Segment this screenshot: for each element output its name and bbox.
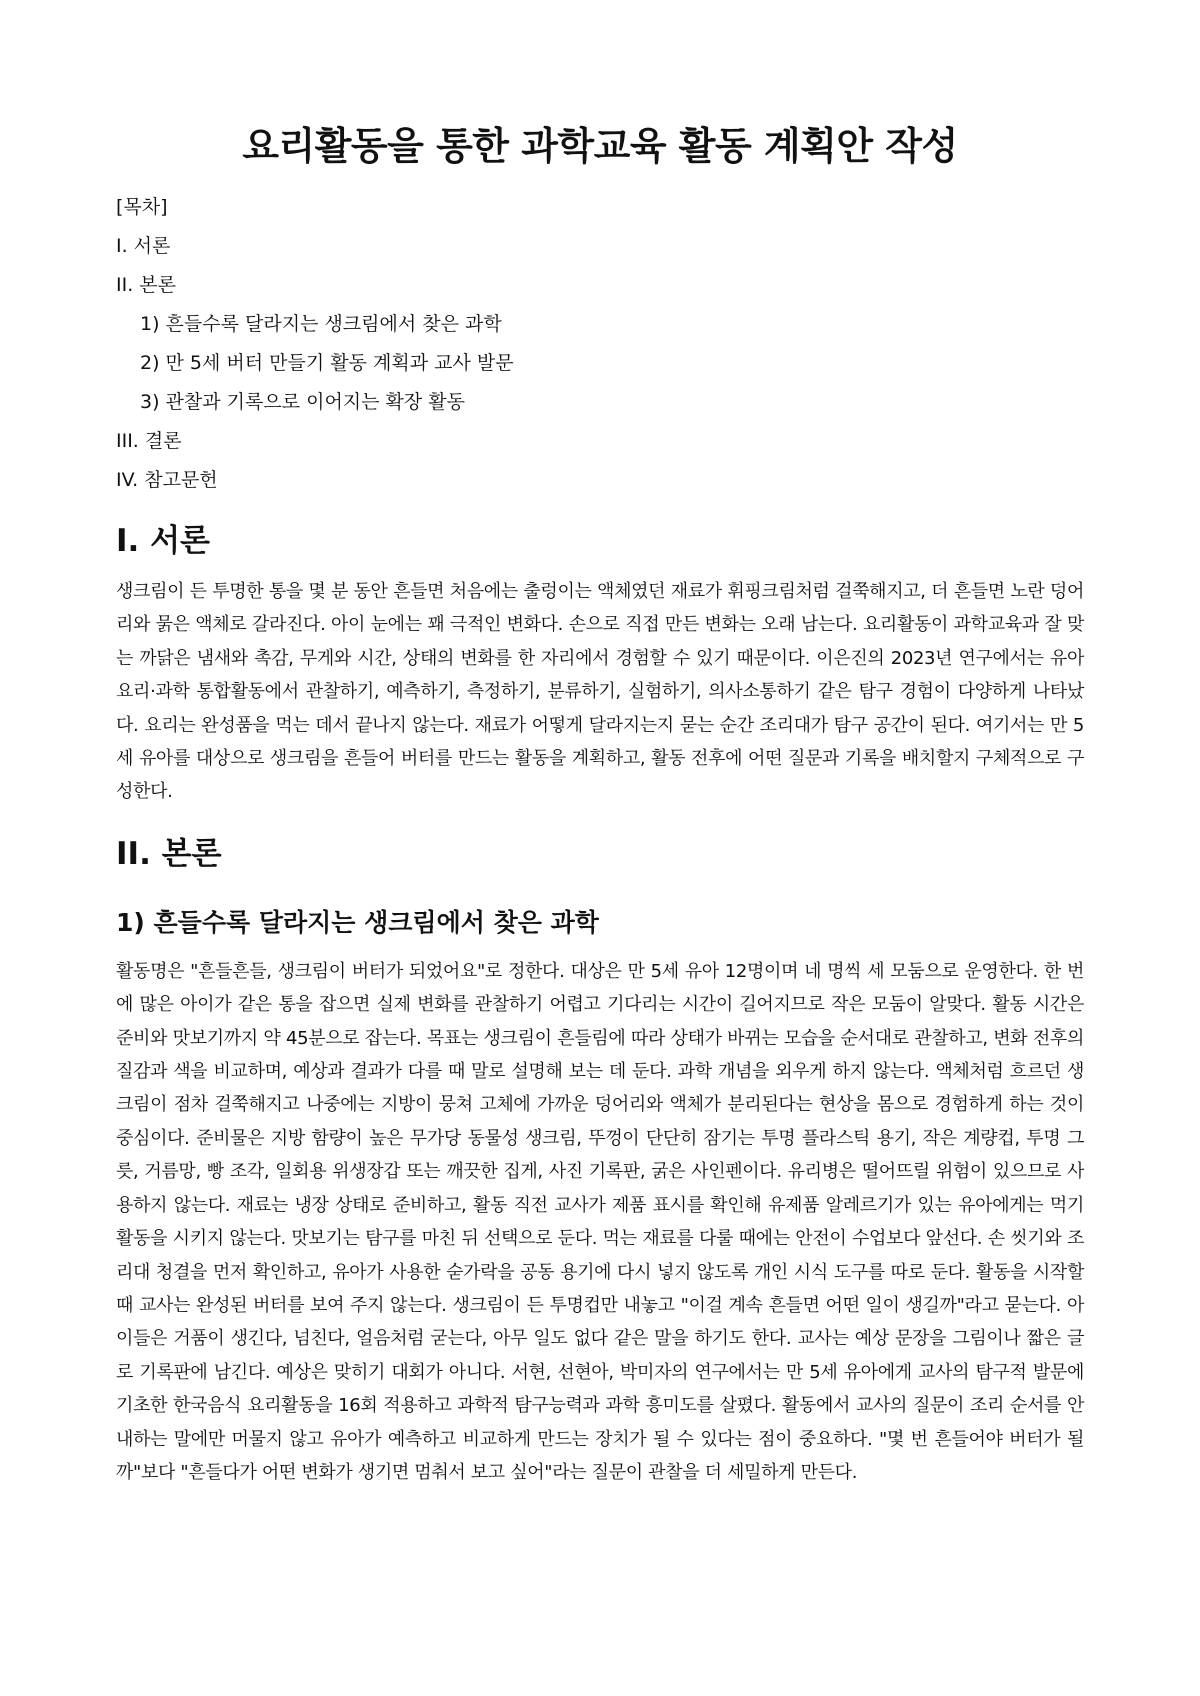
toc-item-introduction: I. 서론 <box>116 235 171 257</box>
toc-subitem-3: 3) 관찰과 기록으로 이어지는 확장 활동 <box>140 391 466 413</box>
toc-item-conclusion: III. 결론 <box>116 430 182 452</box>
toc-item-main-body: II. 본론 <box>116 274 176 296</box>
subsection-heading-1: 1) 흔들수록 달라지는 생크림에서 찾은 과학 <box>116 907 599 937</box>
table-of-contents <box>116 188 1084 500</box>
toc-subitem-1: 1) 흔들수록 달라지는 생크림에서 찾은 과학 <box>140 313 502 335</box>
toc-item-references: IV. 참고문헌 <box>116 469 218 491</box>
section-heading-introduction: I. 서론 <box>116 523 210 559</box>
toc-heading: [목차] <box>116 196 168 218</box>
introduction-paragraph: 생크림이 든 투명한 통을 몇 분 동안 흔들면 처음에는 출렁이는 액체였던 재료가 휘핑크림처럼 걸쭉해지고, 더 흔들면 노란 덩어리와 묽은 액체로 갈라진다. 아이 눈에는 꽤 극적인 변화다. 손으로 직접 만든 변화는 오래 남는다. 요리활동이 과학교육과 잘 맞는 까닭은 냄새와 촉감, 무게와 시간, 상태의 변화를 한 자리에서 경험할 수 있기 때문이다. 이은진의 2023년 연구에서는 유아 요리·과학 통합활동에서 관찰하기, 예측하기, 측정하기, 분류하기, 실험하기, 의사소통하기 같은 탐구 경험이 다양하게 나타났다. 요리는 완성품을 먹는 데서 끝나지 않는다. 재료가 어떻게 달라지는지 묻는 순간 조리대가 탐구 공간이 된다. 여기서는 만 5세 유아를 대상으로 생크림을 흔들어 버터를 만드는 활동을 계획하고, 활동 전후에 어떤 질문과 기록을 배치할지 구체적으로 구성한다. <box>116 581 1084 803</box>
toc-subitem-2: 2) 만 5세 버터 만들기 활동 계획과 교사 발문 <box>140 352 514 374</box>
document-title: 요리활동을 통한 과학교육 활동 계획안 작성 <box>242 124 958 168</box>
subsection-1-paragraph: 활동명은 "흔들흔들, 생크림이 버터가 되었어요"로 정한다. 대상은 만 5세 유아 12명이며 네 명씩 세 모둠으로 운영한다. 한 번에 많은 아이가 같은 통을 잡으면 실제 변화를 관찰하기 어렵고 기다리는 시간이 길어지므로 작은 모둠이 알맞다. 활동 시간은 준비와 맛보기까지 약 45분으로 잡는다. 목표는 생크림이 흔들림에 따라 상태가 바뀌는 모습을 순서대로 관찰하고, 변화 전후의 질감과 색을 비교하며, 예상과 결과가 다를 때 말로 설명해 보는 데 둔다. 과학 개념을 외우게 하지 않는다. 액체처럼 흐르던 생크림이 점차 걸쭉해지고 나중에는 지방이 뭉쳐 고체에 가까운 덩어리와 액체가 분리된다는 현상을 몸으로 경험하게 하는 것이 중심이다. 준비물은 지방 함량이 높은 무가당 동물성 생크림, 뚜껑이 단단히 잠기는 투명 플라스틱 용기, 작은 계량컵, 투명 그릇, 거름망, 빵 조각, 일회용 위생장갑 또는 깨끗한 집게, 사진 기록판, 굵은 사인펜이다. 유리병은 떨어뜨릴 위험이 있으므로 사용하지 않는다. 재료는 냉장 상태로 준비하고, 활동 직전 교사가 제품 표시를 확인해 유제품 알레르기가 있는 유아에게는 먹기 활동을 시키지 않는다. 맛보기는 탐구를 마친 뒤 선택으로 둔다. 먹는 재료를 다룰 때에는 안전이 수업보다 앞선다. 손 씻기와 조리대 청결을 먼저 확인하고, 유아가 사용한 숟가락을 공동 용기에 다시 넣지 않도록 개인 시식 도구를 따로 둔다. 활동을 시작할 때 교사는 완성된 버터를 보여 주지 않는다. 생크림이 든 투명컵만 내놓고 "이걸 계속 흔들면 어떤 일이 생길까"라고 묻는다. 아이들은 거품이 생긴다, 넘친다, 얼음처럼 굳는다, 아무 일도 없다 같은 말을 하기도 한다. 교사는 예상 문장을 그림이나 짧은 글로 기록판에 남긴다. 예상은 맞히기 대회가 아니다. 서현, 선현아, 박미자의 연구에서는 만 5세 유아에게 교사의 탐구적 발문에 기초한 한국음식 요리활동을 16회 적용하고 과학적 탐구능력과 과학 흥미도를 살폈다. 활동에서 교사의 질문이 조리 순서를 안내하는 말에만 머물지 않고 유아가 예측하고 비교하게 만드는 장치가 될 수 있다는 점이 중요하다. "몇 번 흔들어야 버터가 될까"보다 "흔들다가 어떤 변화가 생기면 멈춰서 보고 싶어"라는 질문이 관찰을 더 세밀하게 만든다. <box>116 960 1084 1483</box>
section-heading-main-body: II. 본론 <box>116 835 222 872</box>
